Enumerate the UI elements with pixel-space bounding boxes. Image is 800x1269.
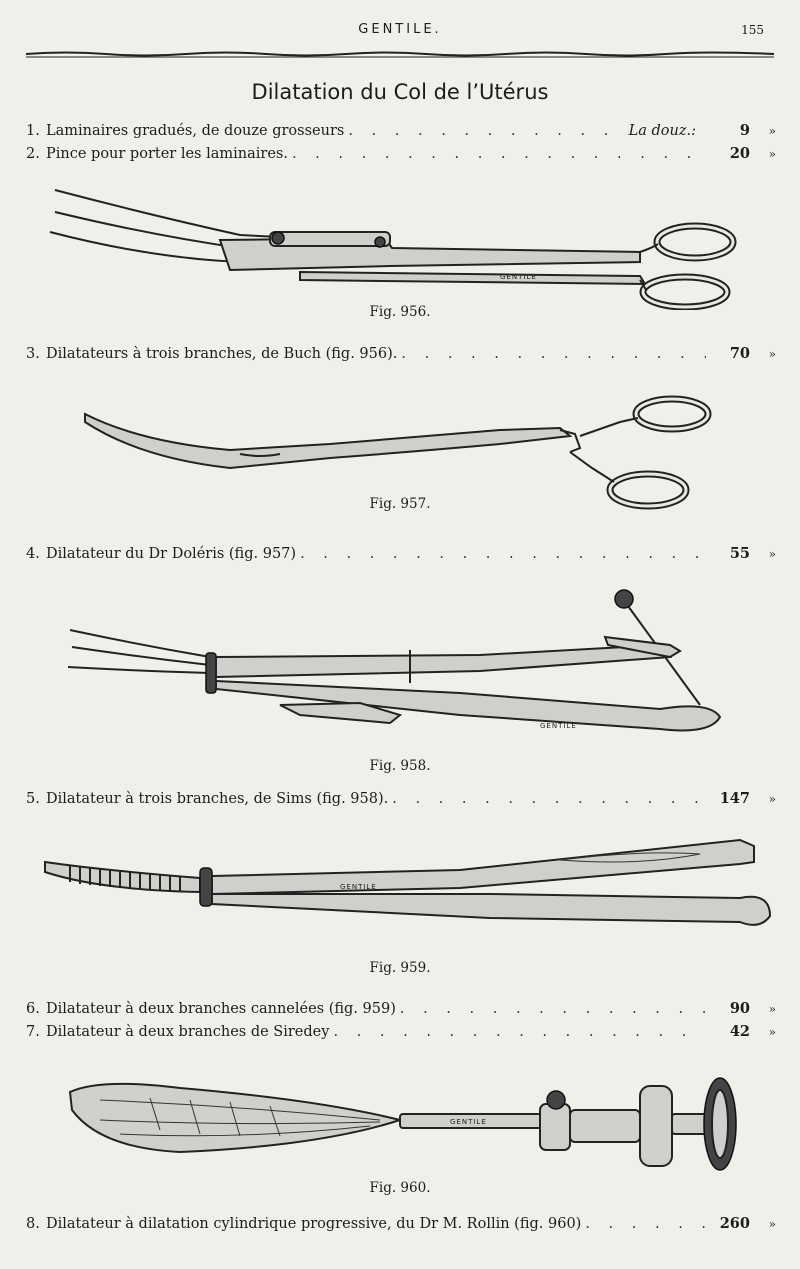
page-number: 155 <box>741 23 764 37</box>
entry-text: Dilatateur à trois branches, de Sims (fig. 958). <box>46 791 389 807</box>
entry-unit: La douz.: <box>628 123 696 139</box>
running-head: GENTILE. <box>358 22 442 37</box>
figure-956-illustration <box>40 180 750 310</box>
entry-text: Dilatateur à dilatation cylindrique progressive, du Dr M. Rollin (fig. 960) <box>46 1216 582 1232</box>
catalog-entry-4 <box>26 545 776 565</box>
entry-number: 8. <box>26 1216 40 1232</box>
entry-currency: » <box>768 1217 776 1231</box>
dot-leader <box>585 1216 706 1232</box>
maker-mark: GENTILE <box>450 1118 487 1126</box>
catalog-entry-7 <box>26 1023 776 1043</box>
maker-mark: GENTILE <box>500 273 537 281</box>
entry-text: Dilatateur du Dr Doléris (fig. 957) <box>46 546 297 562</box>
figure-960-illustration <box>60 1070 750 1180</box>
entry-price: 20 <box>729 145 750 162</box>
figure-caption: Fig. 956. <box>369 304 431 320</box>
entry-text: Pince pour porter les laminaires. <box>46 146 288 162</box>
figure-caption: Fig. 958. <box>369 758 431 774</box>
entry-text: Dilatateurs à trois branches, de Buch (fig. 956). <box>46 346 398 362</box>
entry-price: 90 <box>729 1000 750 1017</box>
figure-caption: Fig. 957. <box>369 496 431 512</box>
dot-leader <box>300 546 706 562</box>
entry-number: 6. <box>26 1001 40 1017</box>
entry-price: 55 <box>729 545 750 562</box>
entry-number: 1. <box>26 123 40 139</box>
entry-currency: » <box>768 1025 776 1039</box>
dot-leader <box>392 791 706 807</box>
catalog-entry-5 <box>26 790 776 810</box>
entry-number: 3. <box>26 346 40 362</box>
dot-leader <box>348 123 624 139</box>
entry-price: 9 <box>739 122 750 139</box>
dot-leader <box>401 346 706 362</box>
dot-leader <box>333 1024 706 1040</box>
dot-leader <box>400 1001 706 1017</box>
figure-caption: Fig. 960. <box>369 1180 431 1196</box>
entry-currency: » <box>768 147 776 161</box>
figure-caption: Fig. 959. <box>369 960 431 976</box>
entry-text: Dilatateur à deux branches cannelées (fig. 959) <box>46 1001 396 1017</box>
dot-leader <box>292 146 706 162</box>
entry-number: 4. <box>26 546 40 562</box>
figure-958-illustration <box>60 585 750 755</box>
entry-currency: » <box>768 1002 776 1016</box>
entry-price: 147 <box>719 790 750 807</box>
maker-mark: GENTILE <box>340 883 377 891</box>
maker-mark: GENTILE <box>540 722 577 730</box>
entry-number: 7. <box>26 1024 40 1040</box>
figure-959-illustration <box>40 832 780 942</box>
catalog-entry-3 <box>26 345 776 365</box>
catalog-entry-8 <box>26 1215 776 1235</box>
entry-currency: » <box>768 347 776 361</box>
page-title: Dilatation du Col de l’Utérus <box>251 80 549 104</box>
entry-number: 5. <box>26 791 40 807</box>
entry-currency: » <box>768 124 776 138</box>
header-rule <box>26 50 774 60</box>
entry-number: 2. <box>26 146 40 162</box>
entry-price: 42 <box>729 1023 750 1040</box>
catalog-entry-2 <box>26 145 776 165</box>
entry-price: 260 <box>719 1215 750 1232</box>
catalog-entry-6 <box>26 1000 776 1020</box>
entry-text: Laminaires gradués, de douze grosseurs <box>46 123 345 139</box>
entry-currency: » <box>768 792 776 806</box>
entry-currency: » <box>768 547 776 561</box>
entry-price: 70 <box>729 345 750 362</box>
entry-text: Dilatateur à deux branches de Siredey <box>46 1024 330 1040</box>
catalog-entry-1 <box>26 122 776 142</box>
